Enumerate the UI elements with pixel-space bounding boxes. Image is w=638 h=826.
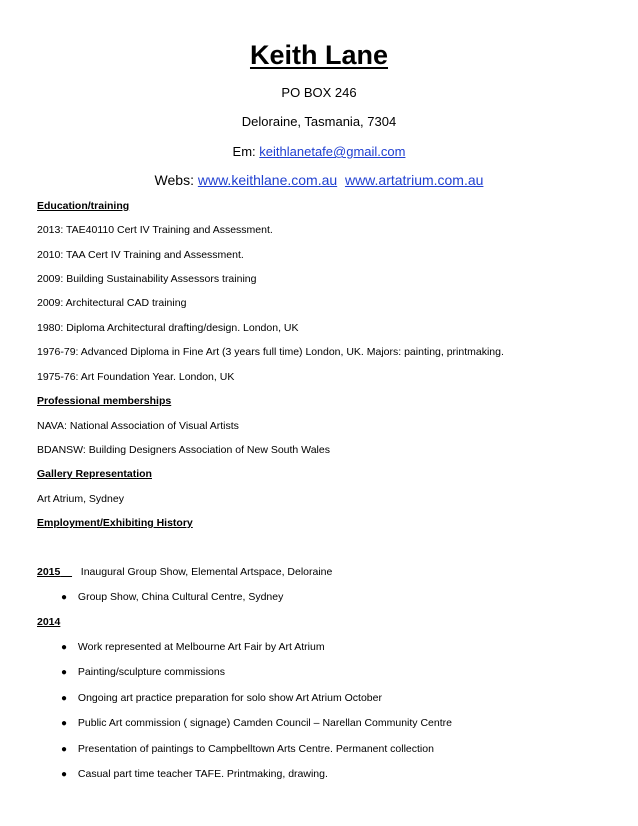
education-item: 2009: Architectural CAD training (37, 297, 187, 309)
year-2014-label: 2014 (37, 616, 61, 628)
education-item: 1975-76: Art Foundation Year. London, UK (37, 371, 235, 383)
list-item-text: Presentation of paintings to Campbelltown Arts Centre. Permanent collection (77, 743, 434, 755)
gallery-item: Art Atrium, Sydney (37, 493, 124, 505)
education-item: 2010: TAA Cert IV Training and Assessment. (37, 249, 244, 261)
list-item (61, 768, 328, 780)
bullet-icon: ● (61, 718, 68, 729)
bullet-icon: ● (61, 642, 68, 653)
bullet-icon: ● (61, 693, 68, 704)
memberships-heading: Professional memberships (37, 395, 172, 407)
list-item (61, 666, 225, 678)
year-2015-underline-pad (60, 566, 72, 578)
education-item: 2013: TAE40110 Cert IV Training and Assessment. (37, 224, 273, 236)
list-item (61, 591, 283, 603)
website-link-2[interactable]: www.artatrium.com.au (344, 172, 484, 188)
education-item: 1976-79: Advanced Diploma in Fine Art (3 years full time) London, UK. Majors: painting, printmaking. (37, 346, 504, 358)
education-item: 1980: Diploma Architectural drafting/design. London, UK (37, 322, 299, 334)
websites-line (0, 172, 638, 188)
bullet-icon: ● (61, 744, 68, 755)
employment-heading: Employment/Exhibiting History (37, 517, 193, 529)
bullet-icon: ● (61, 769, 68, 780)
membership-item: NAVA: National Association of Visual Artists (37, 420, 239, 432)
list-item-text: Painting/sculpture commissions (77, 666, 225, 678)
membership-item: BDANSW: Building Designers Association of New South Wales (37, 444, 330, 456)
list-item-text: Work represented at Melbourne Art Fair by Art Atrium (77, 641, 325, 653)
list-item-text: Ongoing art practice preparation for solo show Art Atrium October (77, 692, 382, 704)
gallery-heading: Gallery Representation (37, 468, 152, 480)
email-link[interactable]: keithlanetafe@gmail.com (259, 144, 406, 159)
email-line (0, 144, 638, 159)
list-item (61, 692, 382, 704)
list-item (61, 743, 434, 755)
education-item: 2009: Building Sustainability Assessors training (37, 273, 257, 285)
list-item-text: Public Art commission ( signage) Camden Council – Narellan Community Centre (77, 717, 452, 729)
resume-name: Keith Lane (249, 40, 389, 70)
city-address: Deloraine, Tasmania, 7304 (241, 114, 397, 129)
year-2015-entry: Inaugural Group Show, Elemental Artspace, Deloraine (80, 566, 333, 578)
year-2015-line (37, 566, 332, 578)
po-box: PO BOX 246 (281, 85, 357, 100)
email-prefix: Em: (232, 144, 256, 159)
year-2015-label: 2015 (37, 566, 61, 578)
education-heading: Education/training (37, 200, 130, 212)
webs-prefix: Webs: (154, 172, 194, 188)
bullet-icon: ● (61, 592, 68, 603)
list-item (61, 641, 325, 653)
list-item-text: Casual part time teacher TAFE. Printmaking, drawing. (77, 768, 328, 780)
website-link-1[interactable]: www.keithlane.com.au (197, 172, 338, 188)
bullet-icon: ● (61, 667, 68, 678)
list-item-text: Group Show, China Cultural Centre, Sydney (77, 591, 284, 603)
list-item (61, 717, 452, 729)
